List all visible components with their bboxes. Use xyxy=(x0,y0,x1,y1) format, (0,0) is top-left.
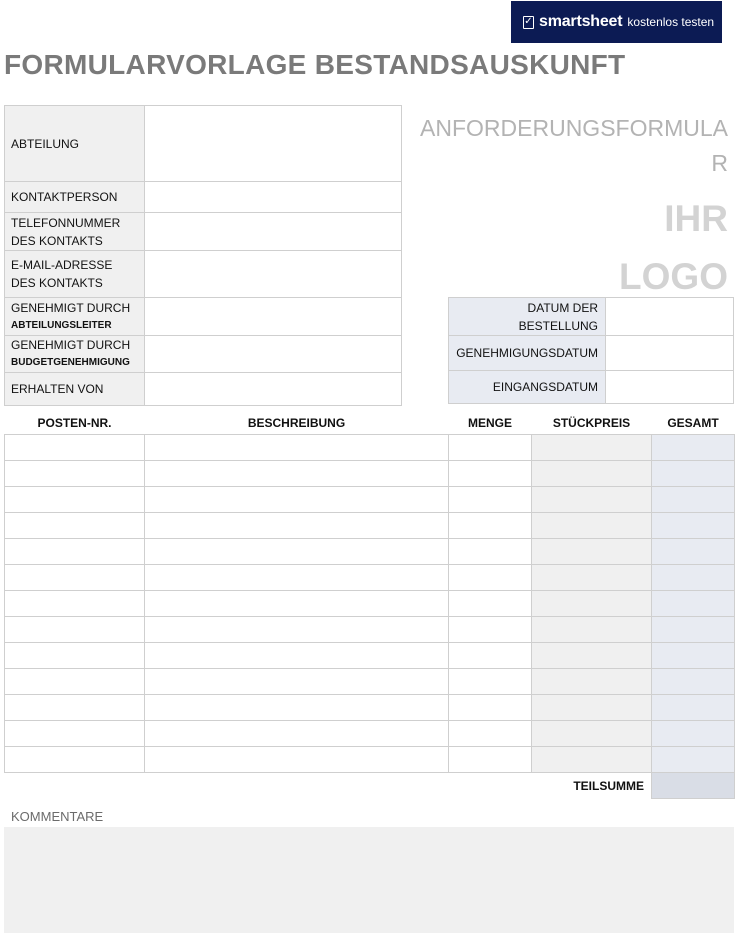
contact-person-field[interactable] xyxy=(145,182,402,213)
unit-price-cell[interactable] xyxy=(532,565,652,591)
quantity-cell[interactable] xyxy=(449,435,532,461)
table-row xyxy=(5,591,735,617)
label-approved-by-budget xyxy=(5,336,145,373)
quantity-cell[interactable] xyxy=(449,669,532,695)
quantity-cell[interactable] xyxy=(449,513,532,539)
label-receipt-date: EINGANGSDATUM xyxy=(449,371,606,404)
quantity-cell[interactable] xyxy=(449,591,532,617)
label-order-date: DATUM DER BESTELLUNG xyxy=(449,298,606,336)
approved-by-label: GENEHMIGT DURCH xyxy=(11,300,131,315)
table-row xyxy=(5,513,735,539)
description-cell[interactable] xyxy=(145,669,449,695)
unit-price-cell[interactable] xyxy=(532,513,652,539)
banner-cta: kostenlos testen xyxy=(627,15,715,29)
receipt-date-field[interactable] xyxy=(606,371,734,404)
quantity-cell[interactable] xyxy=(449,695,532,721)
item-no-cell[interactable] xyxy=(5,617,145,643)
total-cell[interactable] xyxy=(652,513,735,539)
quantity-cell[interactable] xyxy=(449,747,532,773)
table-row xyxy=(5,643,735,669)
request-info-table xyxy=(4,105,402,406)
total-cell[interactable] xyxy=(652,539,735,565)
item-no-cell[interactable] xyxy=(5,591,145,617)
table-row xyxy=(5,747,735,773)
total-cell[interactable] xyxy=(652,747,735,773)
table-row xyxy=(5,617,735,643)
column-header-item-no: POSTEN-NR. xyxy=(5,412,145,435)
column-header-description: BESCHREIBUNG xyxy=(145,412,449,435)
approved-by-department-field[interactable] xyxy=(145,298,402,336)
logo-placeholder: IHR LOGO xyxy=(619,198,728,297)
form-title: ANFORDERUNGSFORMULAR xyxy=(420,115,728,176)
unit-price-cell[interactable] xyxy=(532,539,652,565)
comments-label: KOMMENTARE xyxy=(11,809,104,824)
total-cell[interactable] xyxy=(652,487,735,513)
item-no-cell[interactable] xyxy=(5,487,145,513)
item-no-cell[interactable] xyxy=(5,513,145,539)
subtotal-value[interactable] xyxy=(652,773,735,799)
column-header-unit-price: STÜCKPREIS xyxy=(532,412,652,435)
budget-approval-label: BUDGETGENEHMIGUNG xyxy=(11,357,130,368)
items-table xyxy=(4,412,735,799)
unit-price-cell[interactable] xyxy=(532,591,652,617)
total-cell[interactable] xyxy=(652,591,735,617)
table-row xyxy=(5,435,735,461)
item-no-cell[interactable] xyxy=(5,565,145,591)
approved-by-budget-field[interactable] xyxy=(145,336,402,373)
quantity-cell[interactable] xyxy=(449,643,532,669)
unit-price-cell[interactable] xyxy=(532,617,652,643)
unit-price-cell[interactable] xyxy=(532,643,652,669)
unit-price-cell[interactable] xyxy=(532,747,652,773)
item-no-cell[interactable] xyxy=(5,747,145,773)
label-contact-phone: TELEFONNUMMER DES KONTAKTS xyxy=(5,213,145,251)
item-no-cell[interactable] xyxy=(5,539,145,565)
description-cell[interactable] xyxy=(145,435,449,461)
department-field[interactable] xyxy=(145,106,402,182)
item-no-cell[interactable] xyxy=(5,695,145,721)
received-from-field[interactable] xyxy=(145,373,402,406)
comments-field[interactable] xyxy=(4,827,734,933)
description-cell[interactable] xyxy=(145,487,449,513)
unit-price-cell[interactable] xyxy=(532,461,652,487)
item-no-cell[interactable] xyxy=(5,643,145,669)
quantity-cell[interactable] xyxy=(449,487,532,513)
description-cell[interactable] xyxy=(145,617,449,643)
total-cell[interactable] xyxy=(652,565,735,591)
description-cell[interactable] xyxy=(145,721,449,747)
description-cell[interactable] xyxy=(145,747,449,773)
description-cell[interactable] xyxy=(145,539,449,565)
quantity-cell[interactable] xyxy=(449,617,532,643)
description-cell[interactable] xyxy=(145,513,449,539)
department-head-label: ABTEILUNGSLEITER xyxy=(11,319,112,331)
item-no-cell[interactable] xyxy=(5,435,145,461)
label-approved-by-department xyxy=(5,298,145,336)
approved-by-label: GENEHMIGT DURCH xyxy=(11,338,131,352)
table-row xyxy=(5,721,735,747)
table-row xyxy=(5,539,735,565)
table-row xyxy=(5,669,735,695)
quantity-cell[interactable] xyxy=(449,565,532,591)
subtotal-label: TEILSUMME xyxy=(532,773,652,799)
label-department: ABTEILUNG xyxy=(5,106,145,182)
description-cell[interactable] xyxy=(145,461,449,487)
page-title: FORMULARVORLAGE BESTANDSAUSKUNFT xyxy=(4,49,626,80)
item-no-cell[interactable] xyxy=(5,669,145,695)
description-cell[interactable] xyxy=(145,565,449,591)
total-cell[interactable] xyxy=(652,435,735,461)
column-header-quantity: MENGE xyxy=(449,412,532,435)
table-row xyxy=(5,565,735,591)
column-header-total: GESAMT xyxy=(652,412,735,435)
total-cell[interactable] xyxy=(652,695,735,721)
label-approval-date: GENEHMIGUNGSDATUM xyxy=(449,336,606,371)
total-cell[interactable] xyxy=(652,617,735,643)
quantity-cell[interactable] xyxy=(449,539,532,565)
unit-price-cell[interactable] xyxy=(532,435,652,461)
contact-phone-field[interactable] xyxy=(145,213,402,251)
label-received-from: ERHALTEN VON xyxy=(5,373,145,406)
table-row xyxy=(5,461,735,487)
item-no-cell[interactable] xyxy=(5,461,145,487)
total-cell[interactable] xyxy=(652,643,735,669)
total-cell[interactable] xyxy=(652,461,735,487)
label-contact-email: E-MAIL-ADRESSE DES KONTAKTS xyxy=(5,251,145,298)
quantity-cell[interactable] xyxy=(449,721,532,747)
smartsheet-trial-banner[interactable] xyxy=(511,1,722,43)
unit-price-cell[interactable] xyxy=(532,721,652,747)
total-cell[interactable] xyxy=(652,669,735,695)
order-date-field[interactable] xyxy=(606,298,734,336)
label-contact-person: KONTAKTPERSON xyxy=(5,182,145,213)
description-cell[interactable] xyxy=(145,695,449,721)
banner-brand: smartsheet xyxy=(539,13,623,30)
check-icon: ✓ xyxy=(524,16,533,27)
description-cell[interactable] xyxy=(145,591,449,617)
dates-table xyxy=(448,297,734,404)
item-no-cell[interactable] xyxy=(5,721,145,747)
total-cell[interactable] xyxy=(652,721,735,747)
unit-price-cell[interactable] xyxy=(532,669,652,695)
approval-date-field[interactable] xyxy=(606,336,734,371)
table-row xyxy=(5,695,735,721)
table-row xyxy=(5,487,735,513)
description-cell[interactable] xyxy=(145,643,449,669)
contact-email-field[interactable] xyxy=(145,251,402,298)
unit-price-cell[interactable] xyxy=(532,695,652,721)
quantity-cell[interactable] xyxy=(449,461,532,487)
unit-price-cell[interactable] xyxy=(532,487,652,513)
